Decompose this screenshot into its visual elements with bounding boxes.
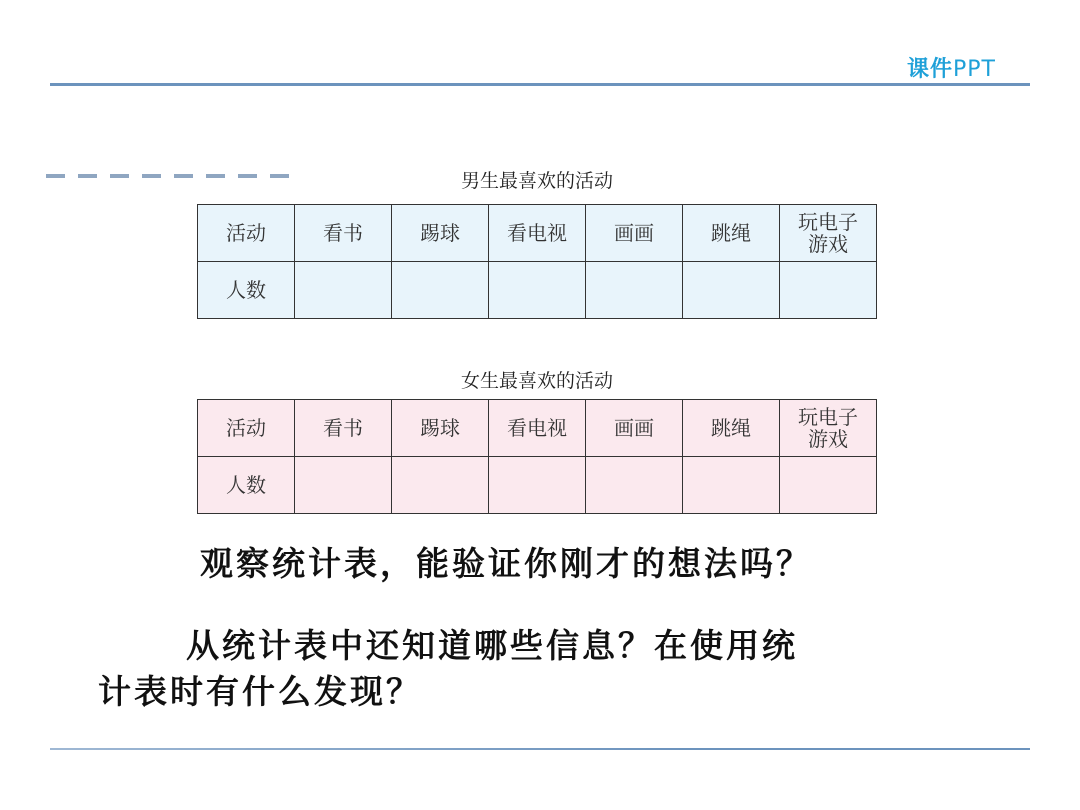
count-label-cell: 人数 [198,262,295,319]
dash [142,174,161,178]
table-header-row [198,205,877,262]
header-cell: 看电视 [489,400,586,457]
count-cell [392,262,489,319]
table-header-row [198,400,877,457]
girls-table-caption: 女生最喜欢的活动 [460,370,613,392]
brand-rest: PPT [953,57,996,82]
header-cell: 玩电子 游戏 [780,400,877,457]
header-cell: 活动 [198,205,295,262]
header-cell: 画画 [586,400,683,457]
dash [174,174,193,178]
count-cell [780,457,877,514]
dash [78,174,97,178]
header-cell: 踢球 [392,400,489,457]
header-divider [50,83,1030,86]
header-cell: 跳绳 [683,205,780,262]
brand-logo [907,52,996,83]
count-cell [489,262,586,319]
count-cell [295,262,392,319]
dash [110,174,129,178]
header-cell: 玩电子 游戏 [780,205,877,262]
header-cell: 活动 [198,400,295,457]
boys-activity-table [197,204,877,319]
count-cell [586,262,683,319]
header-cell: 踢球 [392,205,489,262]
boys-table-caption: 男生最喜欢的活动 [460,170,613,192]
brand-bold: 课件 [907,57,954,82]
question-verify-idea: 观察统计表，能验证你刚才的想法吗？ [200,544,812,583]
question-info-line2: 计表时有什么发现？ [98,672,422,711]
dash [46,174,65,178]
header-cell: 看电视 [489,205,586,262]
count-cell [780,262,877,319]
question-info-line1: 从统计表中还知道哪些信息？在使用统 [186,626,798,665]
header-cell: 看书 [295,400,392,457]
count-label-cell: 人数 [198,457,295,514]
header-cell: 看书 [295,205,392,262]
count-cell [295,457,392,514]
count-cell [683,457,780,514]
table-count-row [198,262,877,319]
table-count-row [198,457,877,514]
count-cell [683,262,780,319]
header-cell: 画画 [586,205,683,262]
header-cell: 跳绳 [683,400,780,457]
count-cell [392,457,489,514]
count-cell [586,457,683,514]
footer-divider [50,748,1030,750]
count-cell [489,457,586,514]
girls-activity-table [197,399,877,514]
